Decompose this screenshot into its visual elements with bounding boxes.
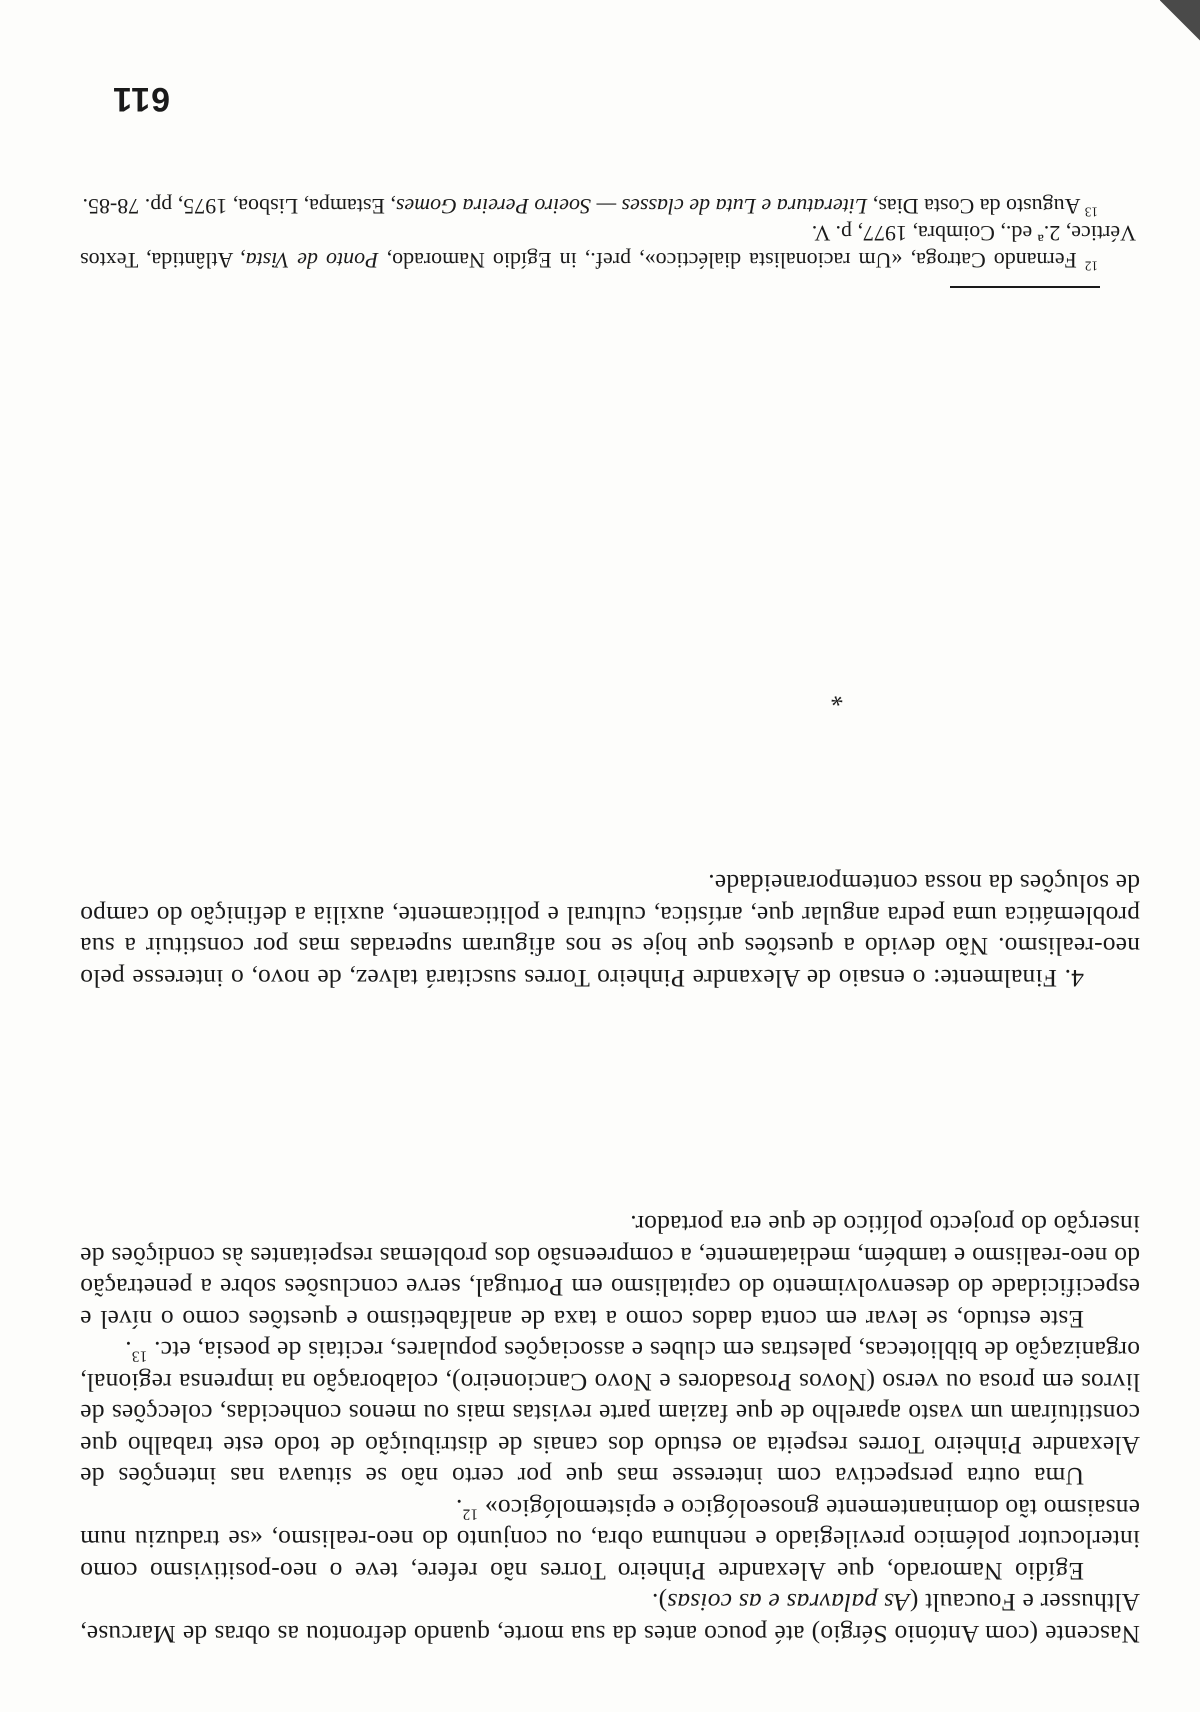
- page-number: 611: [112, 80, 170, 118]
- paragraph-este-estudo: Este estudo, se levar em conta dados como a taxa de analfabetismo e questões como o nível e especificidade do desenvolvimento do capitalismo em Portugal, serve conclusões sobre a penetração do neo-realismo e também, mediatamente, a compreensão dos problemas respeitantes às condições de inserção do projecto político de que era portador.: [80, 1210, 1140, 1334]
- body-text-finalmente: [80, 868, 1140, 994]
- footnote-ref-12: 12: [462, 1505, 479, 1523]
- footnote-13-italic-title: Literatura e Luta de classes — Soeiro Pereira Gomes: [395, 194, 868, 219]
- paragraph-finalmente: 4. Finalmente: o ensaio de Alexandre Pinheiro Torres suscitará talvez, de novo, o interesse pelo neo-realismo. Não devido a questões que hoje se nos afiguram superadas mas por constituir a sua problemática uma pedra angular que, artística, cultural e politicamente, auxilia a definição do campo de soluções da nossa contemporaneidade.: [80, 869, 1140, 993]
- footnote-13: $^{13}$ Augusto da Costa Dias, Literatura e Luta de classes — Soeiro Pereira Gomes, Estampa, Lisboa, 1975, pp. 78-85.: [82, 194, 1098, 220]
- scan-corner-shadow: [1160, 0, 1200, 60]
- paragraph-marcuse: Nascente (com António Sérgio) até pouco antes da sua morte, quando defrontou as obras de Marcuse, Althusser e Foucault (As palavras e as coisas).: [80, 1588, 1140, 1649]
- book-title-italic: As palavras e as coisas: [667, 1588, 910, 1618]
- body-text-upper: [80, 1209, 1140, 1650]
- footnote-mark-12: 12: [1084, 258, 1098, 274]
- footnote-mark-13: 13: [1084, 204, 1098, 220]
- footnote-ref-13: 13: [131, 1348, 148, 1365]
- paragraph-egidio-namorado: Egídio Namorado, que Alexandre Pinheiro Torres não refere, teve o neo-positivismo como interlocutor polémico previlegiado e nenhuma obra, ou conjunto do neo-realismo, «se traduziu num ensaismo tão dominantemente gnoseológico e epistemológico» $^{12}$.: [80, 1494, 1140, 1586]
- footnotes: [80, 193, 1136, 274]
- footnote-12-italic-title: Ponto de Vista: [245, 248, 379, 273]
- paragraph-outra-perspectiva: Uma outra perspectiva com interesse mas que por certo não se situava nas intenções de Alexandre Pinheiro Torres respeita ao estudo dos canais de distribuição de todo este trabalho que constituíram um vasto aparelho de que faziam parte revistas mais ou menos conhecidas, colecções de livros em prosa ou verso (Novos Prosadores e Novo Cancioneiro), colaboração na imprensa regional, organização de bibliotecas, palestras em clubes e associações populares, recitais de poesia, etc. $^{13}$.: [80, 1336, 1140, 1492]
- footnote-separator: [950, 286, 1100, 288]
- footnote-12: $^{12}$ Fernando Catroga, «Um racionalista dialéctico», pref., in Egídio Namorado, Ponto de Vista, Atlântida, Textos Vértice, 2.ª ed., Coimbra, 1977, p. V.: [80, 221, 1136, 274]
- asterisk-ornament: *: [824, 681, 847, 714]
